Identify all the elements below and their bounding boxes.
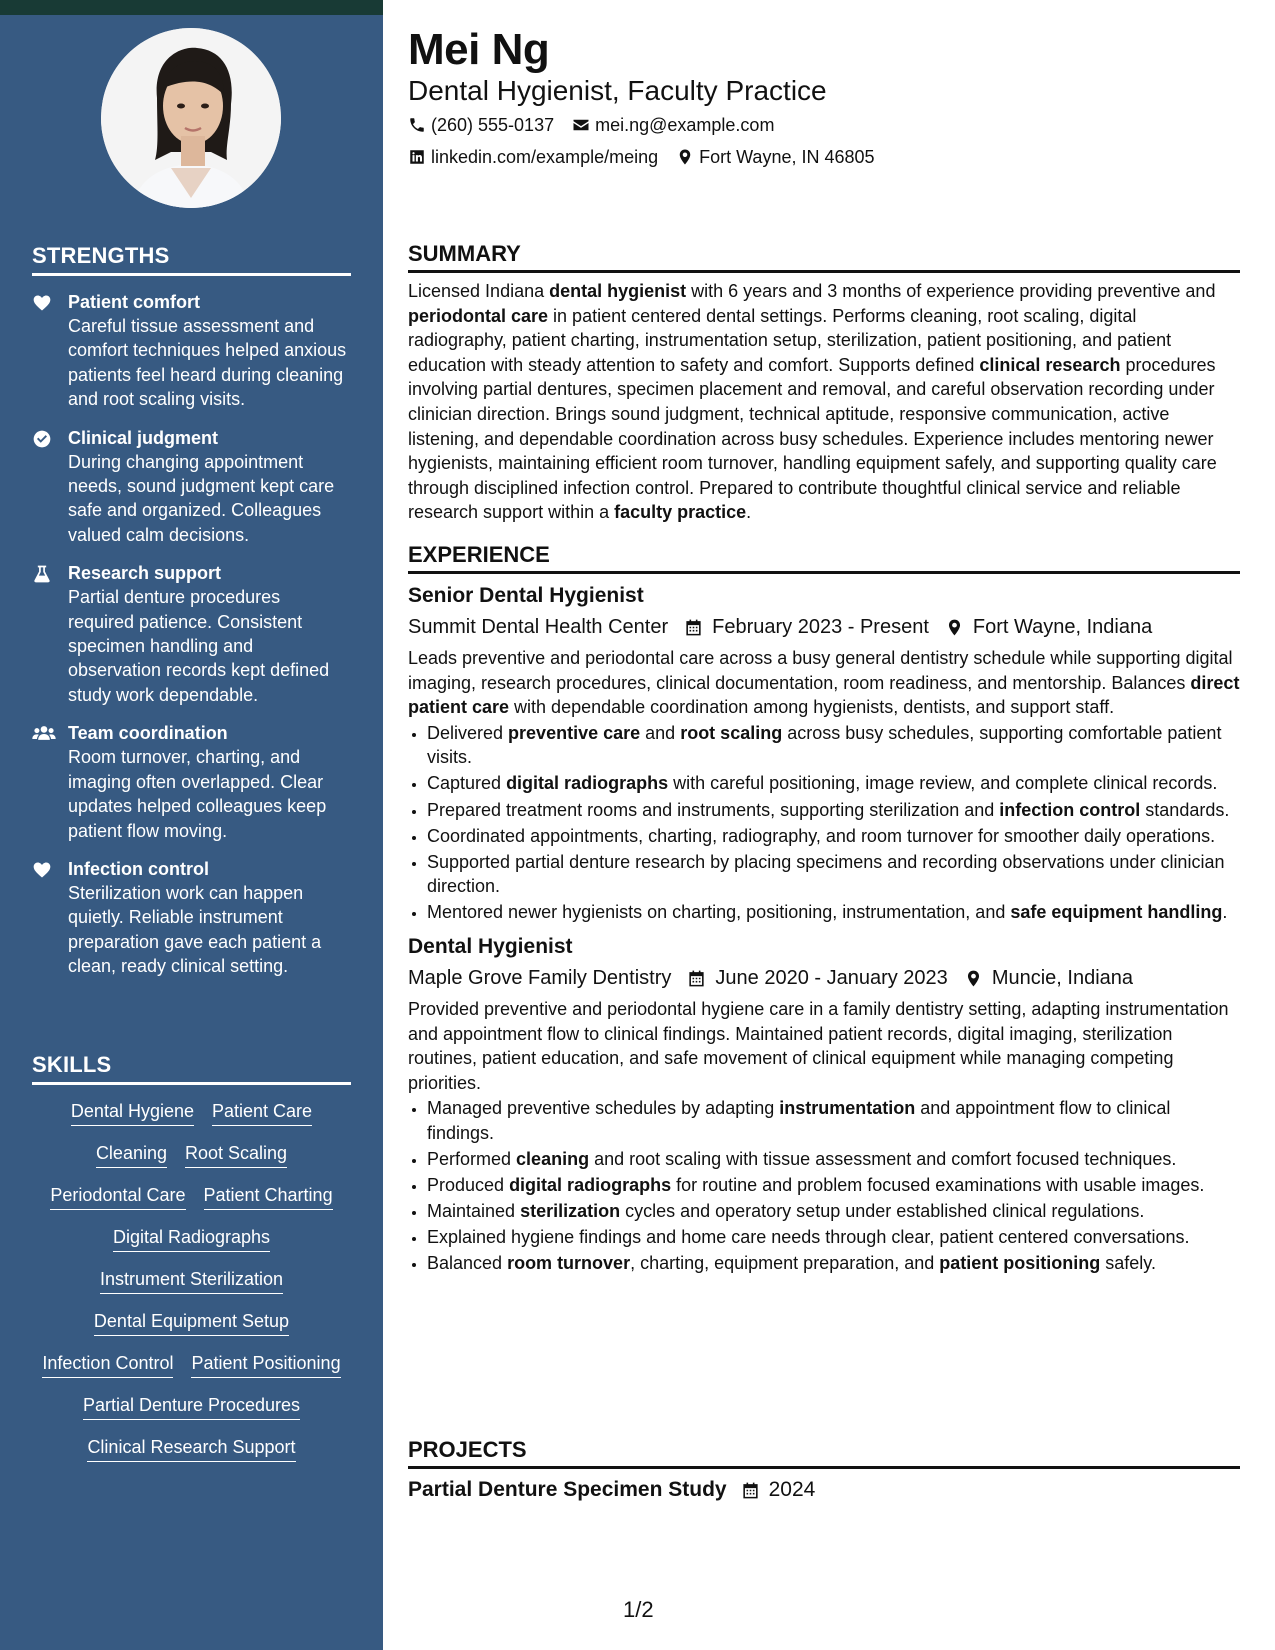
job-bullet: [427, 850, 1240, 899]
text-run: Leads preventive and periodontal care across a busy general dentistry schedule while supporting digital imaging, research procedures, clinical documentation, room readiness, and mentorship. Balances: [408, 648, 1233, 693]
contact-linkedin[interactable]: [408, 145, 658, 169]
text-run: Licensed Indiana: [408, 281, 550, 301]
experience-section: [408, 541, 1240, 1278]
bold-text: dental hygienist: [549, 281, 687, 301]
text-run: Balanced: [427, 1253, 508, 1274]
bold-text: preventive care: [508, 722, 641, 743]
strength-title: Research support: [68, 563, 222, 584]
bold-text: instrumentation: [779, 1098, 916, 1119]
job-bullet: [427, 1096, 1240, 1145]
experience-heading: EXPERIENCE: [408, 541, 1240, 574]
skill-tag: Patient Positioning: [191, 1351, 340, 1378]
candidate-role: Dental Hygienist, Faculty Practice: [408, 75, 827, 106]
bold-text: periodontal care: [408, 305, 549, 326]
contact-line-2: [408, 145, 893, 169]
job-bullets: [408, 721, 1240, 925]
job-meta: [408, 964, 1240, 992]
text-run: Mentored newer hygienists on charting, positioning, instrumentation, and: [427, 902, 1011, 923]
text-run: Delivered: [427, 722, 509, 743]
strength-title: Clinical judgment: [68, 427, 219, 448]
skills-section: [32, 1052, 351, 1462]
projects-section: [408, 1436, 1240, 1502]
skill-tag: Instrument Sterilization: [100, 1267, 283, 1294]
skill-tag: Patient Charting: [204, 1183, 333, 1210]
strength-desc: Room turnover, charting, and imaging often overlapped. Clear updates helped colleagues keep patient flow moving.: [68, 747, 327, 841]
bold-text: direct patient care: [408, 672, 1240, 718]
strength-item: [32, 561, 351, 707]
text-run: Managed preventive schedules by adapting: [427, 1098, 780, 1119]
job-bullet: [427, 1199, 1240, 1224]
contact-line-1: [408, 113, 792, 137]
heart-icon: [32, 290, 68, 412]
text-run: Coordinated appointments, charting, radiography, and room turnover for smoother daily operations.: [427, 825, 1216, 846]
text-run: .: [1222, 902, 1228, 923]
text-run: safely.: [1100, 1253, 1156, 1274]
job-title: Dental Hygienist: [408, 935, 573, 959]
strength-desc: Sterilization work can happen quietly. Reliable instrument preparation gave each patient a clean, ready clinical setting.: [68, 882, 322, 977]
job-bullet: [427, 824, 1240, 849]
text-run: across busy schedules, supporting comfortable patient visits.: [427, 722, 1222, 768]
bold-text: root scaling: [680, 722, 783, 743]
job-meta: [408, 613, 1240, 641]
candidate-name: Mei Ng: [408, 25, 550, 74]
heart-icon: [32, 857, 68, 979]
strength-desc: Careful tissue assessment and comfort techniques helped anxious patients feel heard during cleaning and root scaling visits.: [68, 316, 347, 410]
job-company: Summit Dental Health Center: [408, 616, 669, 638]
linkedin-icon: [408, 148, 426, 166]
job-location-wrap: [945, 613, 1152, 641]
strength-title: Team coordination: [68, 723, 228, 744]
phone-icon: [408, 116, 426, 134]
job-bullet: [427, 900, 1240, 925]
job-dates-wrap: [684, 613, 929, 641]
envelope-icon: [572, 116, 590, 134]
text-run: Prepared treatment rooms and instruments, supporting sterilization and: [427, 799, 1000, 820]
skill-tag: Dental Hygiene: [71, 1099, 194, 1126]
skill-tag: Partial Denture Procedures: [83, 1393, 300, 1420]
bold-text: sterilization: [520, 1201, 621, 1222]
skill-tag: Patient Care: [212, 1099, 312, 1126]
text-run: Captured: [427, 773, 507, 794]
calendar-icon: [687, 969, 706, 988]
bold-text: patient positioning: [939, 1253, 1101, 1274]
page-number: 1/2: [623, 1597, 654, 1622]
job-location-wrap: [964, 964, 1133, 992]
job-list: [408, 582, 1240, 1276]
contact-email[interactable]: [572, 113, 774, 137]
strength-item: [32, 290, 351, 412]
calendar-icon: [684, 618, 703, 637]
skills-list: [32, 1099, 351, 1462]
map-pin-icon: [676, 148, 694, 166]
text-run: in patient centered dental settings. Performs cleaning, root scaling, digital radiography, patient charting, instrumentation setup, sterilization, patient positioning, and patient education with steady attention to safety and comfort. Supports defined: [408, 305, 1172, 375]
bold-text: infection control: [999, 799, 1141, 820]
strengths-section: [32, 243, 351, 979]
job-bullet: [427, 1173, 1240, 1198]
job-description: [408, 646, 1240, 720]
text-run: for routine and problem focused examinations with usable images.: [671, 1175, 1205, 1196]
text-run: cycles and operatory setup under established clinical regulations.: [620, 1201, 1145, 1222]
job-location: Fort Wayne, Indiana: [972, 616, 1153, 638]
skill-tag: Cleaning: [96, 1141, 167, 1168]
project-title: Partial Denture Specimen Study: [408, 1478, 727, 1501]
bold-text: room turnover: [507, 1253, 631, 1274]
contact-location: [676, 145, 874, 169]
linkedin-text: linkedin.com/example/meing: [431, 147, 659, 167]
job-title: Senior Dental Hygienist: [408, 584, 644, 607]
bold-text: digital radiographs: [509, 1175, 672, 1196]
strength-item: [32, 857, 351, 979]
strength-title: Patient comfort: [68, 292, 201, 312]
skill-tag: Periodontal Care: [50, 1183, 185, 1210]
profile-photo-illustration: [101, 28, 281, 208]
text-run: and appointment flow to clinical findings.: [427, 1098, 1171, 1143]
text-run: and: [640, 722, 681, 743]
location-text: Fort Wayne, IN 46805: [699, 147, 875, 167]
job-description: [408, 997, 1240, 1095]
job-location: Muncie, Indiana: [991, 967, 1134, 990]
text-run: with careful positioning, image review, and complete clinical records.: [668, 773, 1218, 794]
job-bullet: [427, 771, 1240, 796]
summary-heading: SUMMARY: [408, 240, 1240, 273]
users-icon: [32, 721, 68, 843]
text-run: Performed: [427, 1149, 517, 1170]
text-run: standards.: [1140, 799, 1230, 820]
job-dates-wrap: [687, 964, 947, 992]
bold-text: faculty practice: [614, 502, 747, 523]
strength-item: [32, 426, 351, 548]
skill-tag: Infection Control: [42, 1351, 173, 1378]
job-bullet: [427, 1225, 1240, 1250]
phone-text: (260) 555-0137: [431, 115, 555, 135]
text-run: Provided preventive and periodontal hygiene care in a family dentistry setting, adapting instrumentation and appointment flow to clinical findings. Maintained patient records, digital imaging, sterilization routines, patient education, and safe movement of clinical equipment while managing competing priorities.: [408, 999, 1229, 1093]
bold-text: safe equipment handling: [1010, 902, 1223, 923]
job-bullet: [427, 721, 1240, 770]
strengths-heading: STRENGTHS: [32, 243, 351, 276]
job-entry: [408, 582, 1240, 925]
skills-heading: SKILLS: [32, 1052, 351, 1085]
strength-title: Infection control: [68, 858, 209, 879]
bold-text: clinical research: [979, 354, 1121, 375]
text-run: , charting, equipment preparation, and: [630, 1253, 940, 1274]
skill-tag: Root Scaling: [185, 1141, 287, 1168]
map-pin-icon: [945, 618, 964, 637]
projects-heading: PROJECTS: [408, 1436, 1240, 1469]
job-dates: June 2020 - January 2023: [715, 967, 948, 990]
text-run: procedures involving partial dentures, specimen placement and removal, and careful observation recording under clinician direction. Brings sound judgment, technical aptitude, responsive communication, active listening, and dependable coordination across busy schedules. Experience includes mentoring newer hygienists, maintaining efficient room turnover, handling equipment safely, and supporting quality care through disciplined infection control. Prepared to contribute thoughtful clinical service and reliable research support within a: [408, 354, 1217, 523]
text-run: and root scaling with tissue assessment and comfort focused techniques.: [589, 1149, 1177, 1170]
text-run: Explained hygiene findings and home care needs through clear, patient centered conversations.: [427, 1227, 1190, 1248]
map-pin-icon: [964, 969, 983, 988]
strength-item: [32, 721, 351, 843]
email-text: mei.ng@example.com: [595, 115, 775, 135]
job-bullet: [427, 1147, 1240, 1172]
text-run: .: [746, 502, 752, 523]
calendar-icon: [741, 1481, 760, 1500]
skill-tag: Digital Radiographs: [113, 1225, 270, 1252]
text-run: with dependable coordination among hygienists, dentists, and support staff.: [509, 697, 1115, 718]
skill-tag: Clinical Research Support: [87, 1435, 295, 1462]
profile-photo: [101, 28, 281, 208]
strength-desc: Partial denture procedures required patience. Consistent specimen handling and observation records kept defined study work dependable.: [68, 587, 330, 705]
text-run: Maintained: [427, 1201, 521, 1222]
sidebar: [0, 0, 383, 1650]
strength-desc: During changing appointment needs, sound judgment kept care safe and organized. Colleagues valued calm decisions.: [68, 451, 335, 545]
job-company: Maple Grove Family Dentistry: [408, 967, 672, 990]
job-bullet: [427, 798, 1240, 823]
job-bullet: [427, 1251, 1240, 1276]
contact-phone[interactable]: [408, 113, 554, 137]
text-run: with 6 years and 3 months of experience providing preventive and: [686, 281, 1216, 301]
job-entry: [408, 933, 1240, 1276]
skill-tag: Dental Equipment Setup: [94, 1309, 289, 1336]
text-run: Produced: [427, 1175, 510, 1196]
bold-text: cleaning: [516, 1149, 590, 1170]
job-bullets: [408, 1096, 1240, 1276]
summary-text: [408, 279, 1240, 525]
check-circle-icon: [32, 426, 68, 548]
summary-section: [408, 240, 1240, 525]
text-run: Supported partial denture research by placing specimens and recording observations under clinician direction.: [427, 851, 1225, 897]
bold-text: digital radiographs: [506, 773, 669, 794]
project-item: [408, 1478, 1240, 1502]
flask-icon: [32, 561, 68, 707]
job-dates: February 2023 - Present: [712, 616, 929, 638]
project-date: 2024: [768, 1478, 816, 1501]
